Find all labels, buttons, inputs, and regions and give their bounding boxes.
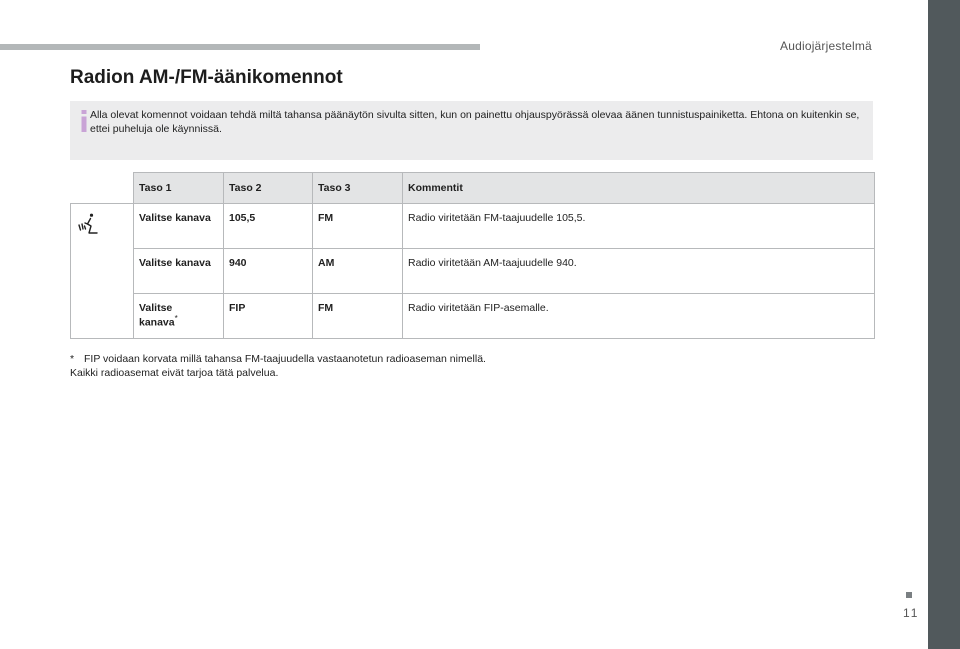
table-row (71, 294, 875, 339)
footnote (70, 352, 486, 380)
table-header-blank (71, 173, 134, 204)
cell-level3: AM (313, 249, 403, 294)
cell-comment: Radio viritetään AM-taajuudelle 940. (403, 249, 875, 294)
info-icon (78, 110, 90, 132)
page-edge-band (928, 0, 960, 649)
info-text: Alla olevat komennot voidaan tehdä miltä tahansa päänäytön sivulta sitten, kun on painettu ohjauspyörässä olevaa äänen tunnistuspainiketta. Ehtona on kuitenkin se, ettei puheluja ole käynnissä. (90, 109, 860, 135)
cell-level2: 940 (224, 249, 313, 294)
cell-level1: Valitse kanava (134, 204, 224, 249)
page-marker (906, 592, 912, 598)
footnote-line2: Kaikki radioasemat eivät tarjoa tätä palvelua. (70, 367, 279, 379)
page-heading: Radion AM-/FM-äänikomennot (70, 67, 343, 88)
table-header-row (71, 173, 875, 204)
cell-level3: FM (313, 294, 403, 339)
table-header-level1: Taso 1 (134, 173, 224, 204)
cell-level3: FM (313, 204, 403, 249)
icon-cell (71, 204, 134, 339)
cell-level1-line1: Valitse (139, 302, 173, 314)
page-number: 11 (903, 606, 920, 620)
cell-level1 (134, 294, 224, 339)
table-header-level2: Taso 2 (224, 173, 313, 204)
table-header-comments: Kommentit (403, 173, 875, 204)
table-header-level3: Taso 3 (313, 173, 403, 204)
info-box (70, 101, 873, 160)
cell-comment: Radio viritetään FIP-asemalle. (403, 294, 875, 339)
header-rule (0, 44, 480, 50)
footnote-star: * (70, 353, 75, 365)
table-row (71, 249, 875, 294)
table-row (71, 204, 875, 249)
cell-comment: Radio viritetään FM-taajuudelle 105,5. (403, 204, 875, 249)
voice-command-table (70, 172, 875, 339)
footnote-marker: * (174, 314, 178, 323)
footnote-text1: FIP voidaan korvata millä tahansa FM-taajuudella vastaanotetun radioaseman nimellä. (84, 353, 486, 365)
cell-level2: 105,5 (224, 204, 313, 249)
footnote-line1 (70, 352, 486, 366)
cell-level1: Valitse kanava (134, 249, 224, 294)
cell-level1-line2: kanava (139, 316, 175, 329)
voice-command-icon (76, 212, 100, 236)
cell-level2: FIP (224, 294, 313, 339)
section-title: Audiojärjestelmä (780, 39, 872, 53)
